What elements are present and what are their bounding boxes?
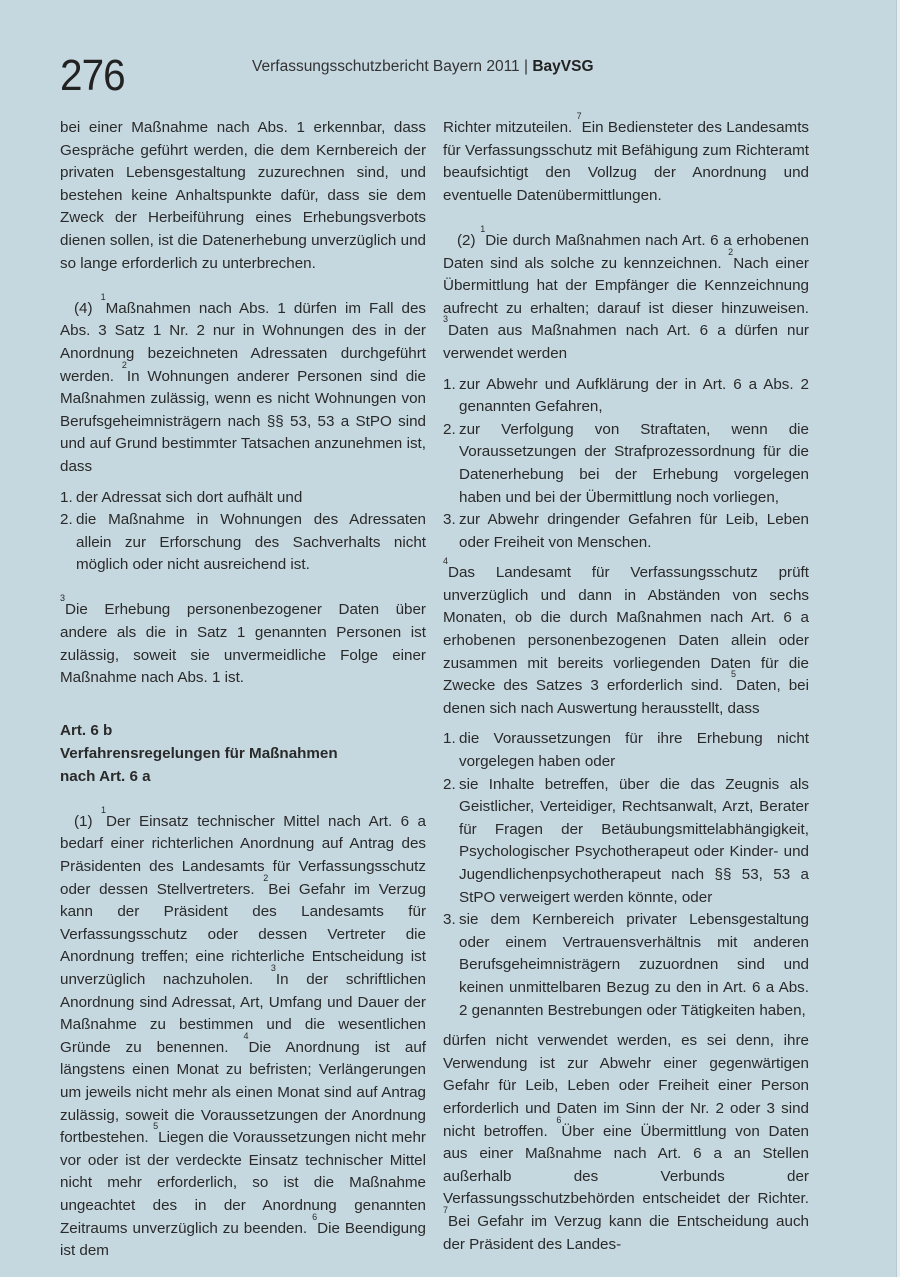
list-item: 2. zur Verfolgung von Straftaten, wenn die Voraussetzungen der Strafprozessordnung für die Datenerhebung bei der Erhebung vorgelegen haben und bei der Übermittlung noch vorliegen, <box>443 420 809 506</box>
list-item: 1. der Adressat sich dort aufhält und <box>60 488 303 506</box>
paragraph-abs-4: (4) $^1$Maßnahmen nach Abs. 1 dürfen im Fall des Abs. 3 Satz 1 Nr. 2 nur in Wohnungen des in der Anordnung bezeichneten Adressaten durchgeführt werden. $^2$In Wohnungen anderer Personen sind die Maßnahmen zulässig, wenn es nicht Wohnungen von Berufsgeheimnisträgern nach §§ 53, 53 a StPO sind und auf Grund bestimmter Tatsachen anzunehmen ist, dass <box>60 291 427 475</box>
paragraph-abs-2: (2) $^1$Die durch Maßnahmen nach Art. 6 a erhobenen Daten sind als solche zu kennzeichnen. $^2$Nach einer Übermittlung hat der Empfänger die Kennzeichnung aufrecht zu erhalten; darauf ist dieser hinzuweisen. $^3$Daten aus Maßnahmen nach Art. 6 a dürfen nur verwendet werden <box>443 223 809 362</box>
article-title-line-1: Verfahrensregelungen für Maßnahmen <box>60 745 338 763</box>
running-header <box>252 58 594 76</box>
page-number: 276 <box>60 51 125 100</box>
right-column <box>443 111 810 1256</box>
paragraph-verwendung: dürfen nicht verwendet werden, es sei denn, ihre Verwendung ist zur Abwehr einer gegenwärtigen Gefahr für Leib, Leben oder Freiheit einer Person erforderlich und Daten im Sinn der Nr. 2 oder 3 sind nicht betroffen. $^6$Über eine Übermittlung von Daten aus einer Maßnahme nach Art. 6 a an Stellen außerhalb des Verbunds der Verfassungsschutzbehörden entscheidet der Richter. $^7$Bei Gefahr im Verzug kann die Entscheidung auch der Präsident des Landes- <box>443 1032 810 1253</box>
list-item: 1. zur Abwehr und Aufklärung der in Art. 6 a Abs. 2 genannten Gefahren, <box>443 375 809 416</box>
paragraph-satz-3: $^3$Die Erhebung personenbezogener Daten über andere als die in Satz 1 genannten Personen ist zulässig, soweit sie unvermeidliche Folge einer Maßnahme nach Abs. 1 ist. <box>60 593 426 687</box>
page-edge <box>896 0 900 1277</box>
list-item: 3. zur Abwehr dringender Gefahren für Leib, Leben oder Freiheit von Menschen. <box>443 511 809 551</box>
header-separator: | <box>519 58 533 75</box>
list-item: 2. die Maßnahme in Wohnungen des Adressaten allein zur Erforschung des Sachverhalts nicht möglich oder nicht ausreichend ist. <box>60 511 426 574</box>
paragraph-satz-4: $^4$Das Landesamt für Verfassungsschutz prüft unverzüglich und dann in Abständen von sechs Monaten, ob die durch Maßnahmen nach Art. 6 a erhobenen personenbezogenen Daten allein oder zusammen mit bereits vorliegenden Daten für die Zwecke des Satzes 3 erforderlich sind. $^5$Daten, bei denen sich nach Auswertung herausstellt, dass <box>443 556 809 717</box>
running-title: Verfassungsschutzbericht Bayern 2011 <box>252 58 520 75</box>
numbered-list <box>443 374 809 555</box>
running-section: BayVSG <box>532 58 594 75</box>
article-title-line-2: nach Art. 6 a <box>60 767 151 785</box>
left-column <box>60 117 426 1263</box>
list-item: 1. die Voraussetzungen für ihre Erhebung nicht vorgelegen haben oder <box>443 730 809 771</box>
paragraph-continuation: Richter mitzuteilen. $^7$Ein Bediensteter des Landesamts für Verfassungsschutz mit Befähigung zum Richteramt beaufsichtigt den Vollzug der Anordnung und eventuelle Datenübermittlungen. <box>443 111 810 204</box>
numbered-list <box>443 728 809 1022</box>
paragraph-continuation: bei einer Maßnahme nach Abs. 1 erkennbar, dass Gespräche geführt werden, die dem Kernbereich der privaten Lebensgestaltung zuzurechnen sind, und bestehen keine Anhaltspunkte dafür, dass sie dem Zweck der Herbeiführung eines Erhebungsverbots dienen sollen, ist die Datenerhebung unverzüglich und so lange erforderlich zu unterbrechen. <box>60 119 426 272</box>
list-item: 2. sie Inhalte betreffen, über die das Zeugnis als Geistlicher, Verteidiger, Rechtsanwalt, Arzt, Berater für Fragen der Betäubungsmittelabhängigkeit, Psychologischer Psychotherapeut oder Kinder- und Jugendlichenpsychotherapeut nach §§ 53, 53 a StPO verweigert werden könnte, oder <box>443 775 809 906</box>
list-item: 3. sie dem Kernbereich privater Lebensgestaltung oder einem Vertrauensverhältnis mit anderen Berufsgeheimnisträgern zuzuordnen sind und keinen unmittelbaren Bezug zu den in Art. 6 a Abs. 2 genannten Bestrebungen oder Tätigkeiten haben, <box>443 911 809 1019</box>
article-number: Art. 6 b <box>60 722 113 740</box>
paragraph-abs-1: (1) $^1$Der Einsatz technischer Mittel nach Art. 6 a bedarf einer richterlichen Anordnung auf Antrag des Präsidenten des Landesamts für Verfassungsschutz oder dessen Stellvertreters. $^2$Bei Gefahr im Verzug kann der Präsident des Landesamts für Verfassungsschutz oder dessen Vertreter die Anordnung treffen; eine richterliche Entscheidung ist unverzüglich nachzuholen. $^3$In der schriftlichen Anordnung sind Adressat, Art, Umfang und Dauer der Maßnahme zu bestimmen und die wesentlichen Gründe zu benennen. $^4$Die Anordnung ist auf längstens einen Monat zu befristen; Verlängerungen um jeweils nicht mehr als einen Monat sind auf Antrag zulässig, soweit die Voraussetzungen der Anordnung fortbestehen. $^5$Liegen die Voraussetzungen nicht mehr vor oder ist der verdeckte Einsatz technischer Mittel nicht mehr erforderlich, so ist die Maßnahme ungeachtet des in der Anordnung genannten Zeitraums unverzüglich zu beenden. $^6$Die Beendigung ist dem <box>60 804 427 1260</box>
numbered-list <box>60 487 426 577</box>
